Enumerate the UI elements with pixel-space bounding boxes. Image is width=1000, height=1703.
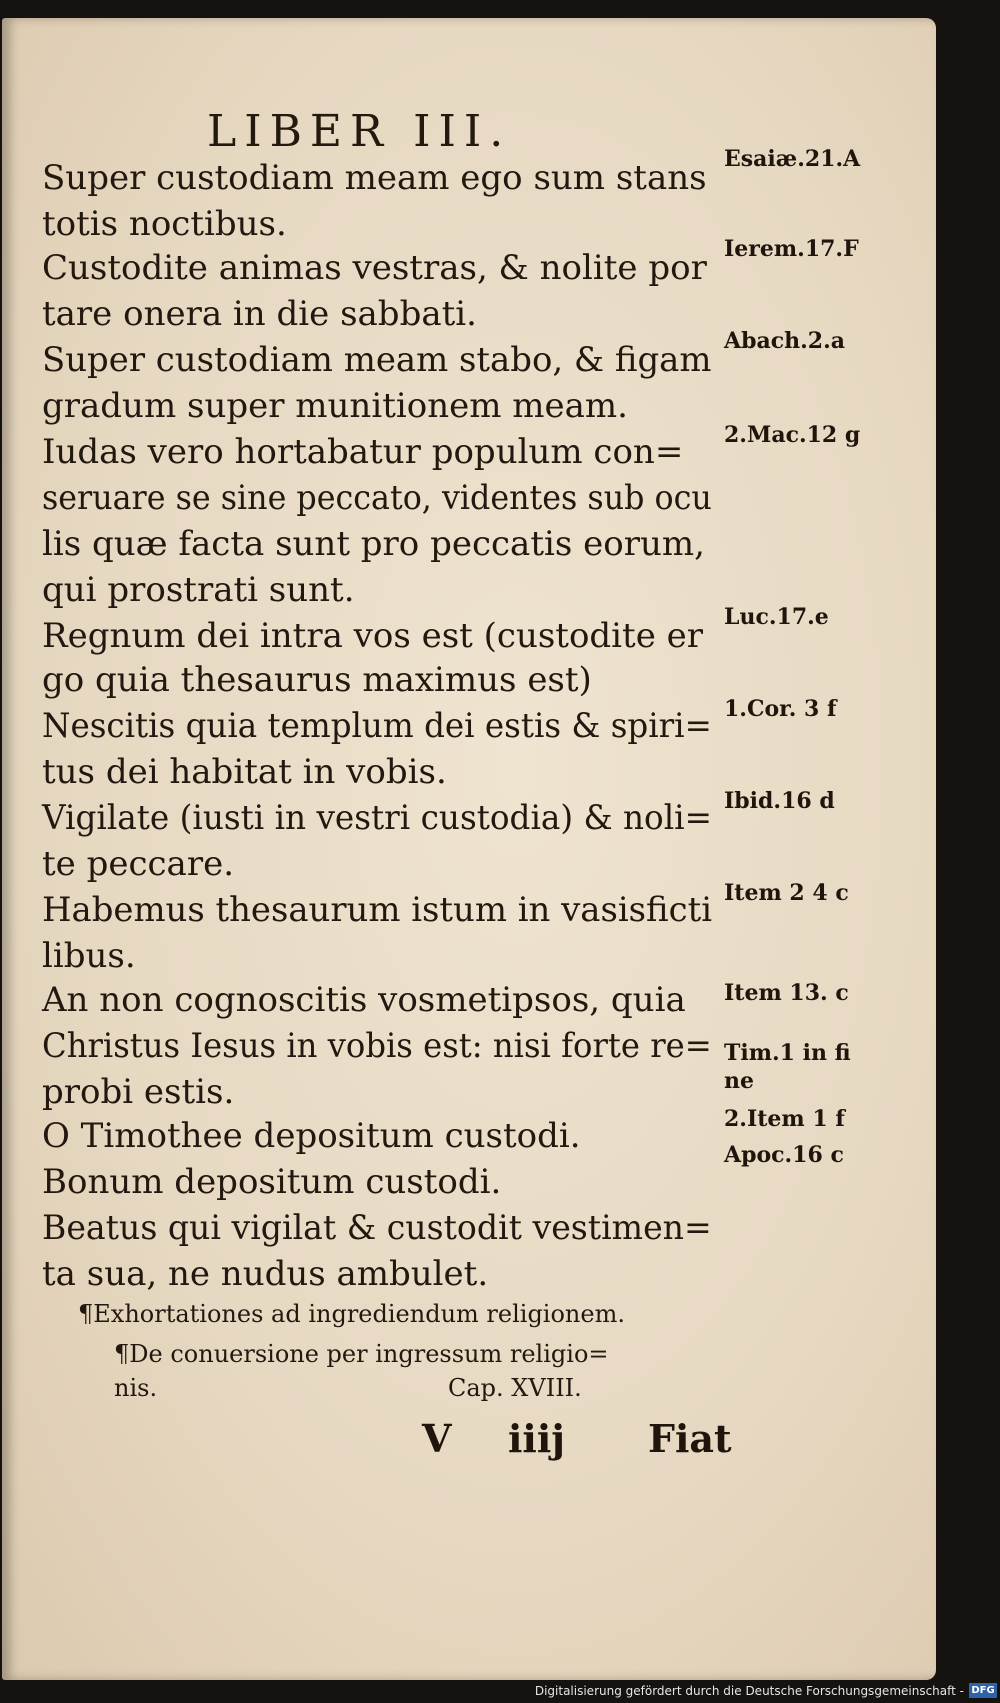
margin-note: Tim.1 in fi xyxy=(724,1040,851,1066)
margin-note: 2.Mac.12 g xyxy=(724,422,861,448)
chapter-heading: ¶De conuersione per ingressum religio= xyxy=(114,1340,609,1368)
margin-note: Luc.17.e xyxy=(724,604,829,630)
text-line: qui prostrati sunt. xyxy=(42,570,355,610)
running-head: LIBER III. xyxy=(207,106,512,157)
text-line: Beatus qui vigilat & custodit vestimen= xyxy=(42,1208,712,1248)
text-line: Bonum depositum custodi. xyxy=(42,1162,502,1202)
text-line: Custodite animas vestras, & nolite por xyxy=(42,248,707,288)
section-heading: ¶Exhortationes ad ingrediendum religionem. xyxy=(78,1300,625,1328)
signature-number: iiij xyxy=(508,1416,566,1461)
text-line: Christus Iesus in vobis est: nisi forte re= xyxy=(42,1026,712,1066)
margin-note: Item 13. c xyxy=(724,980,849,1006)
text-line: tus dei habitat in vobis. xyxy=(42,752,447,792)
dfg-logo: DFG xyxy=(969,1683,997,1698)
margin-note: 2.Item 1 f xyxy=(724,1106,845,1132)
text-line: Nescitis quia templum dei estis & spiri= xyxy=(42,706,712,746)
text-line: totis noctibus. xyxy=(42,204,287,244)
book-page xyxy=(2,18,936,1680)
text-line: tare onera in die sabbati. xyxy=(42,294,477,334)
text-line: Habemus thesaurum istum in vasisficti xyxy=(42,890,713,930)
footer-text: Digitalisierung gefördert durch die Deutsche Forschungsgemeinschaft - xyxy=(534,1684,964,1698)
margin-note: Esaiæ.21.A xyxy=(724,146,861,172)
text-line: An non cognoscitis vosmetipsos, quia xyxy=(42,980,686,1020)
margin-note: Apoc.16 c xyxy=(724,1142,844,1168)
text-line: te peccare. xyxy=(42,844,235,884)
footer-bar xyxy=(0,1681,1000,1701)
text-line: Super custodiam meam stabo, & figam xyxy=(42,340,712,380)
text-line: libus. xyxy=(42,936,136,976)
text-line: O Timothee depositum custodi. xyxy=(42,1116,581,1156)
chapter-number: Cap. XVIII. xyxy=(448,1374,582,1402)
text-line: probi estis. xyxy=(42,1072,235,1112)
text-line: lis quæ facta sunt pro peccatis eorum, xyxy=(42,524,705,564)
margin-note: Abach.2.a xyxy=(724,328,845,354)
text-line: Iudas vero hortabatur populum con= xyxy=(42,432,684,472)
margin-note: Ibid.16 d xyxy=(724,788,835,814)
margin-note: Item 2 4 c xyxy=(724,880,849,906)
text-line: go quia thesaurus maximus est) xyxy=(42,660,592,700)
text-line: Regnum dei intra vos est (custodite er xyxy=(42,616,704,656)
text-line: seruare se sine peccato, videntes sub ocu xyxy=(42,478,712,518)
text-line: gradum super munitionem meam. xyxy=(42,386,628,426)
catchword: Fiat xyxy=(648,1416,732,1461)
chapter-heading-cont: nis. xyxy=(114,1374,158,1402)
margin-note: Ierem.17.F xyxy=(724,236,859,262)
signature-mark: V xyxy=(422,1416,452,1461)
text-line: Super custodiam meam ego sum stans xyxy=(42,158,707,198)
text-line: Vigilate (iusti in vestri custodia) & noli= xyxy=(42,798,712,838)
margin-note: ne xyxy=(724,1068,754,1094)
text-line: ta sua, ne nudus ambulet. xyxy=(42,1254,489,1294)
margin-note: 1.Cor. 3 f xyxy=(724,696,837,722)
